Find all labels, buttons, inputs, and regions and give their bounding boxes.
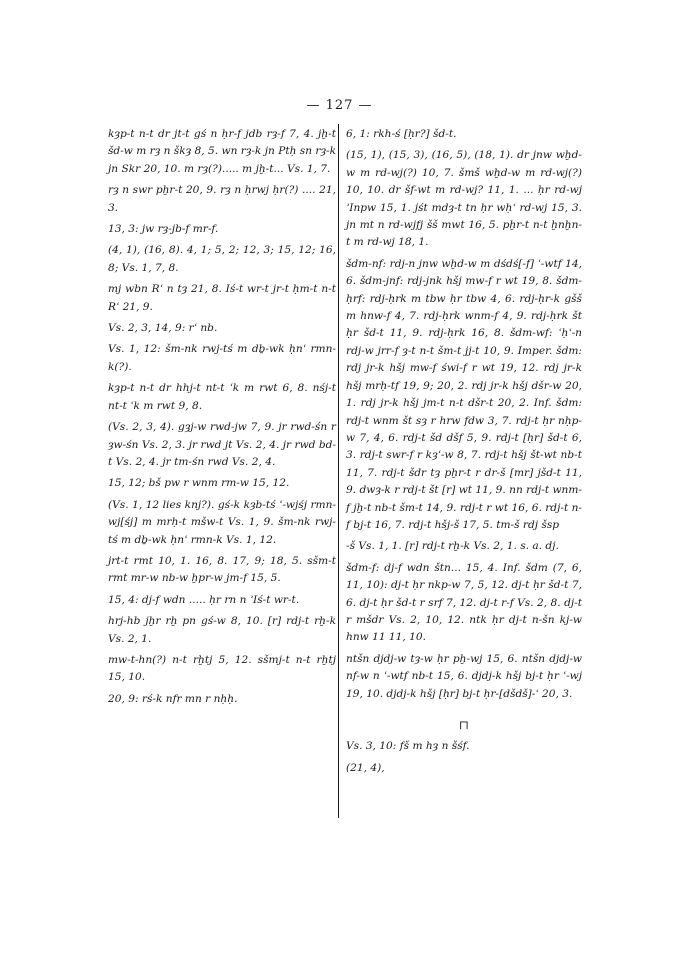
left-entry-13: 15, 4: dj-f wdn ..... ḥr rn n ʾIś-t wr-t. <box>108 593 300 606</box>
right-entry-5: šdm-f: dj-f wdn štn... 15, 4. Inf. šdm (7, 6, 11, 10): dj-t ḥr nkp-w 7, 5, 12. dj-t ḥr šd-t 7, 6. dj-t ḥr šd-t r srf 7, 12. dj-t r-f Vs. 2, 8. dj-t r mšdr Vs. 2, 10, 12. ntk ḥr dj-t n-šn kj-w hnw 11 11, 10. <box>346 561 582 644</box>
left-entry-3: 13, 3: jw rȝ-jb-f mr-f. <box>108 223 219 236</box>
left-entry-9: (Vs. 2, 3, 4). gȝj-w rwd-jw 7, 9. jr rwd-śn r ȝw-śn Vs. 2, 3. jr rwd jt Vs. 2, 4. jr rwd bd-t Vs. 2, 4. jr tm-śn rwd Vs. 2, 4. <box>108 421 336 468</box>
left-entry-12: jrt-t rmt 10, 1. 16, 8. 17, 9; 18, 5. sšm-t rmt mr-w nb-w ḫpr-w jm-f 15, 5. <box>108 554 336 585</box>
right-entry-4: -š Vs. 1, 1. [r] rdj-t rḫ-k Vs. 2, 1. s. a. dj. <box>346 540 559 553</box>
page-number: — 127 — <box>306 98 373 113</box>
left-entry-8: kȝp-t n-t dr hhj-t nt-t ʿk m rwt 6, 8. nśj-t nt-t ʿk m rwt 9, 8. <box>108 382 336 412</box>
left-entry-7: Vs. 1, 12: šm-nk rwj-tś m dḇ-wk ḥnʿ rmn-k(?). <box>108 343 336 373</box>
left-entry-1: kȝp-t n-t dr jt-t gś n ḥr-f jdb rȝ-f 7, 4. jḫ-t šd-w m rȝ n škȝ 8, 5. wn rȝ-k jn Ptḥ sn rȝ-k jn Skr 20, 10. m rȝ(?)..... m jḫ-t... Vs. 1, 7. <box>108 128 336 175</box>
right-entry-1: 6, 1: rkh-ś [ḥr?] šd-t. <box>346 128 457 140</box>
right-entry-6: ntšn djdj-w tȝ-w ḥr pḫ-wj 15, 6. ntšn djdj-w nf-w n ʿ-wtf nb-t 15, 6. djdj-k hšj bj-t ḥr ʿ-wj 19, 10. djdj-k hšj [ḥr] bj-t ḥr-[dšdš]-ʿ 20, 3. <box>346 652 582 700</box>
right-column <box>346 126 582 781</box>
left-entry-15: mw-t-hn(?) n-t rḫtj 5, 12. sšmj-t n-t rḫtj 15, 10. <box>108 653 336 684</box>
section-heading: ⊓ <box>458 718 470 732</box>
left-entry-10: 15, 12; bš pw r wnm rm-w 15, 12. <box>108 477 290 490</box>
left-entry-5: mj wbn Rʿ n tȝ 21, 8. Iś-t wr-t jr-t ḥm-t n-t Rʿ 21, 9. <box>108 283 336 313</box>
left-entry-11: (Vs. 1, 12 lies knj?). gś-k kȝb-tś ʿ-wjśj rmn-wj[śj] m mrḥ-t mšw-t Vs. 1, 9. šm-nk rwj-tś m dḇ-wk ḥnʿ rmn-k Vs. 1, 12. <box>108 498 336 546</box>
left-entry-14: hrj-hb jḫr rḫ pn gś-w 8, 10. [r] rdj-t rḫ-k Vs. 2, 1. <box>108 615 336 645</box>
right-entry-2: (15, 1), (15, 3), (16, 5), (18, 1). dr jnw wḫd-w m rd-wj(?) 10, 7. šmš wḫd-w m rd-wj(?) 10, 10. dr šf-wt m rd-wj? 11, 1. ... ḥr rd-wj ʾInpw 15, 1. jśt mdȝ-t tn ḥr wḥʿ rd-wj 15, 3. jn mt n rd-wjfj šš mwt 16, 5. pḫr-t n-t ḫnḫn-t m rd-wj 18, 1. <box>346 149 582 249</box>
column-divider <box>338 124 339 818</box>
left-entry-4: (4, 1), (16, 8). 4, 1; 5, 2; 12, 3; 15, 12; 16, 8; Vs. 1, 7, 8. <box>108 244 336 274</box>
left-entry-16: 20, 9: rś-k nfr mn r nḥḥ. <box>108 692 238 705</box>
left-entry-2: rȝ n swr pḫr-t 20, 9. rȝ n ḥrwj ḥr(?) .... 21, 3. <box>108 184 336 214</box>
left-column <box>108 126 336 712</box>
right-entry-3: šdm-nf: rdj-n jnw wḫd-w m dśdś[-f] ʿ-wtf 14, 6. šdm-jnf: rdj-jnk hšj mw-f r wt 19, 8. šdm-ḥrf: rdj-ḥrk m tbw ḥr tbw 4, 6. rdj-ḥr-k gšš m hnw-f 4, 7. rdj-ḥrk wnm-f 4, 9. rdj-ḥrk št ḥr šd-t 11, 9. rdj-ḥrk 16, 8. šdm-wf: ʿḥʿ-n rdj-w jrr-f ȝ-t n-t šm-t jj-t 10, 9. Imper. šdm: rdj jr-k hšj mw-f świ-f r wt 19, 12. rdj jr-k hšj mrḥ-tf 19, 9; 20, 2. rdj jr-k hšj dšr-w 20, 1. rdj jr-k hšj jm-t n-t dšr-t 20, 2. Inf. šdm: rdj-t wnm št sȝ r hrw fdw 3, 7. rdj-t ḥr nḥp-w 7, 4, 6. rdj-t šd dšf 5, 9. rdj-t [ḥr] šd-t 6, 3. rdj-t swr-f r kȝʿ-w 8, 7. rdj-t hšj št-wt nb-t 11, 7. rdj-t šdr tȝ pḫr-t r dr-š [mr] jšd-t 11, 9. dwȝ-k r rdj-t št [r] wt 11, 9. nn rdj-t wnm-f jḫ-t nb-t šm-t 14, 9. rdj-t r wt 16, 6. rdj-t n-f bj-t 16, 7. rdj-t hšj-š 17, 5. tm-š rdj šsp <box>346 257 582 531</box>
right-entry-8: (21, 4), <box>346 761 385 774</box>
left-entry-6: Vs. 2, 3, 14, 9: rʿ nb. <box>108 322 218 335</box>
right-entry-7: Vs. 3, 10: fš m hȝ n šśf. <box>346 740 470 753</box>
